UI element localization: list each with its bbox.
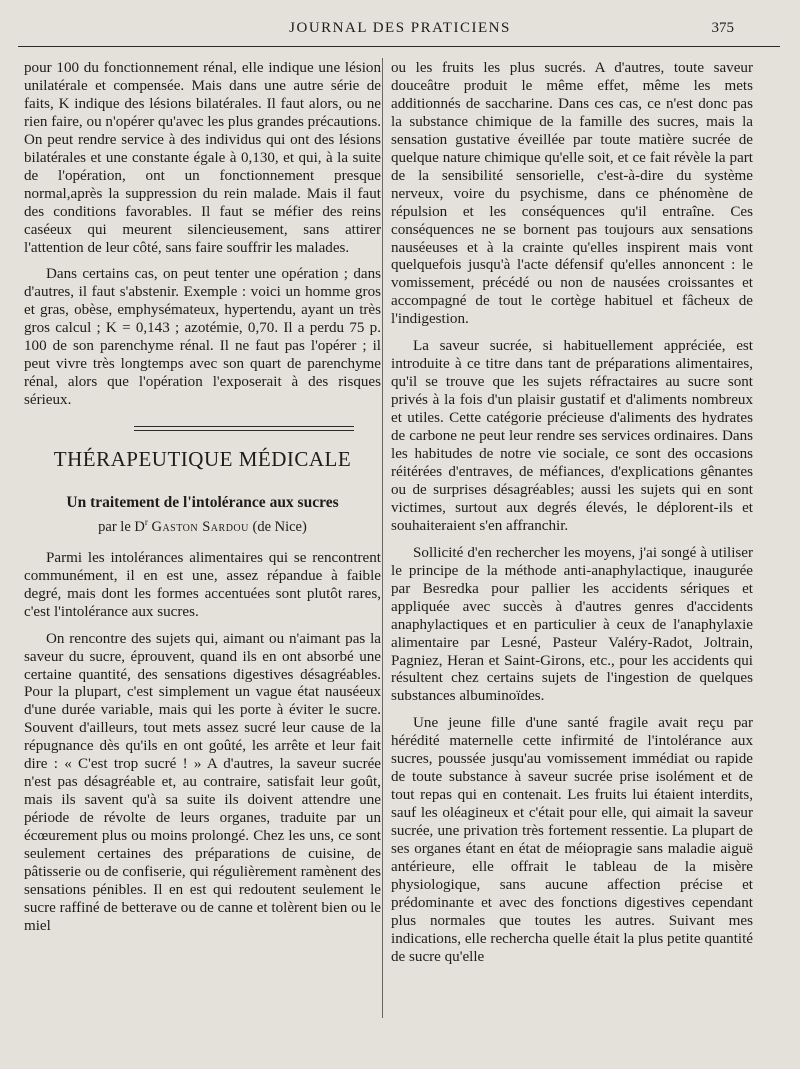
running-title: JOURNAL DES PRATICIENS <box>289 20 511 36</box>
left-column <box>24 60 381 936</box>
byline-place: (de Nice) <box>252 518 307 535</box>
article-byline <box>24 514 381 537</box>
section-double-rule <box>134 426 354 431</box>
paragraph: La saveur sucrée, si habituellement appréciée, est introduite à ce titre dans tant de préparations alimentaires, qu'il se trouve que les sujets réfractaires au sucre sont privés à la fois d'un plaisir gustatif et d'aliments nombreux et utiles. Cette catégorie précieuse d'aliments des hydrates de carbone ne peut leur rendre ses services ordinaires. Dans les habitudes de notre vie sociale, ce sont des occasions réitérées d'entraves, de méfiances, d'explications gênantes ou de surprises désagréables; aussi les sujets qui en sont victimes, surtout aux degrés élevés, le déplorent-ils et souhaiteraient s'en affranchir. <box>391 338 753 534</box>
right-column <box>391 60 753 967</box>
section-title: THÉRAPEUTIQUE MÉDICALE <box>53 447 352 472</box>
paragraph: Une jeune fille d'une santé fragile avait reçu par hérédité maternelle cette infirmité de l'intolérance aux sucres, poussée jusqu'au vomissement immédiat ou rapide de toute substance à saveur sucrée prise isolément et de tout repas qui en contenait. Les fruits lui étaient interdits, sauf les oléagineux et c'était pour elle, qui aimait la saveur sucrée, une privation très fortement ressentie. La plupart de ses organes étant en état de méiopragie sans maladie aiguë antérieure, elle offrait le tableau de la misère physiologique, sans aucune affection précise et prédominante et avec des fonctions digestives cependant plus normales que toutes les autres. Suivant mes indications, elle rechercha quelle était la plus petite quantité de sucre qu'elle <box>391 715 753 965</box>
paragraph: Parmi les intolérances alimentaires qui se rencontrent communément, il en est une, assez répandue à faible degré, mais dont les formes accentuées sont plutôt rares, c'est l'intolérance aux sucres. <box>24 549 381 620</box>
paragraph: On rencontre des sujets qui, aimant ou n'aimant pas la saveur du sucre, éprouvent, quand ils en ont absorbé une certaine quantité, des sensations digestives désagréables. Pour la plupart, c'est simplement un vague état nauséeux d'une durée variable, mais qui les porte à éviter le sucre. Souvent d'ailleurs, tout mets assez sucré leur cause de la répugnance dès qu'ils en ont goûté, les arrête et leur fait dire : « C'est trop sucré ! » A d'autres, la saveur sucrée n'est pas désagréable et, au contraire, satisfait leur goût, mais ils savent qu'à sa suite ils doivent attendre une période de révolte de leurs organes, traduite par un écœurement plus ou moins prolongé. Chez les uns, ce sont seulement certaines des préparations de cuisine, de pâtisserie ou de confiserie, qui régulièrement ramènent des sensations pénibles. Il en est qui redoutent seulement le sucre raffiné de betterave ou de canne et tolèrent bien ou le miel <box>24 630 381 934</box>
paragraph: Sollicité d'en rechercher les moyens, j'ai songé à utiliser le principe de la méthode anti-anaphylactique, inaugurée par Besredka pour pallier les accidents sériques et appliquée avec succès à d'autres genres d'accidents anaphylactiques et en particulier à ceux de l'anaphylaxie alimentaire par Lesné, Pasteur Valéry-Radot, Joltrain, Pagniez, Heran et Saint-Girons, etc., pour les accidents qui résultent chez certains sujets de l'ingestion de quelques substances albuminoïdes. <box>391 544 753 705</box>
paragraph: pour 100 du fonctionnement rénal, elle indique une lésion unilatérale et compensée. Mais dans une autre série de faits, K indique des lésions bilatérales. Il faut alors, ou ne rien faire, ou n'opérer qu'avec les plus grandes précautions. On peut rendre service à des individus qui ont des lésions bilatérales et une constante égale à 0,130, et qui, à la suite de l'opération, ont un fonctionnement presque normal,après la suppression du rein malade. Mais il faut des conditions favorables. Il faut se méfier des reins caséeux qui meurent silencieusement, sans attirer l'attention de leur côté, sans faire souffrir les malades. <box>24 60 381 256</box>
byline-author: Gaston Sardou <box>151 518 249 535</box>
paragraph: ou les fruits les plus sucrés. A d'autres, toute saveur douceâtre produit le même effet, même les mets additionnés de saccharine. Dans ces cas, ce n'est donc pas la substance chimique de la famille des sucres, mais la sensation gustative éveillée par toute matière sucrée de quelque nature chimique qu'elle soit, et ce fait révèle la part de la sensibilité sensorielle, c'est-à-dire du système nerveux, voire du psychisme, dans ce phénomène de répulsion et les conséquences qu'il entraîne. Ces conséquences ne se bornent pas toujours aux sensations nauséeuses et à la crainte qu'elles inspirent mais vont quelquefois jusqu'à l'acte défensif qu'elles annoncent : le vomissement, précédé ou non de nausées croissantes et accompagné de tout le cortège habituel et fâcheux de l'indigestion. <box>391 60 753 328</box>
header-rule <box>18 46 780 47</box>
paragraph: Dans certains cas, on peut tenter une opération ; dans d'autres, il faut s'abstenir. Exemple : voici un homme gros et gras, obèse, emphysémateux, hypertendu, ayant un très gros calcul ; K = 0,143 ; azotémie, 0,70. Il a perdu 75 p. 100 de son parenchyme rénal. Il ne faut pas l'opérer ; il peut vivre très longtemps avec son quart de parenchyme rénal, alors que l'opération l'exposerait à des risques sérieux. <box>24 266 381 409</box>
article-title: Un traitement de l'intolérance aux sucres <box>66 494 339 512</box>
byline-prefix: par le D <box>98 518 145 535</box>
page-header <box>0 20 800 42</box>
column-divider <box>382 58 383 1018</box>
page-number: 375 <box>711 20 734 36</box>
byline-sup: r <box>144 517 148 528</box>
